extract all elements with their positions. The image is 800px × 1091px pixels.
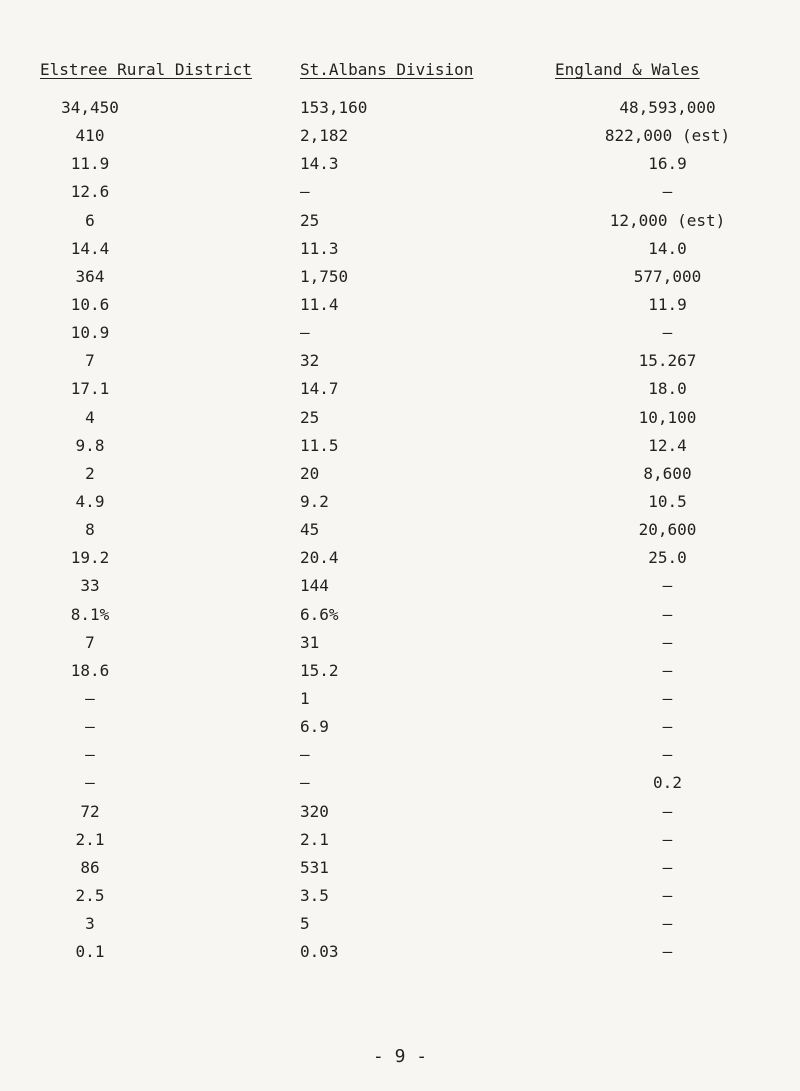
table-row — [0, 548, 800, 576]
table-row — [0, 323, 800, 351]
cell-england-wales: 15.267 — [638, 351, 697, 371]
cell-elstree: 9.8 — [75, 435, 105, 455]
cell-elstree: 3 — [85, 914, 95, 934]
cell-elstree: 18.6 — [70, 660, 110, 680]
cell-elstree: 19.2 — [70, 548, 110, 568]
cell-st-albans: 14.3 — [300, 154, 339, 174]
table-row — [0, 745, 800, 773]
cell-england-wales: 48,593,000 — [619, 98, 716, 117]
cell-st-albans: – — [300, 323, 310, 343]
cell-st-albans: 20.4 — [300, 548, 339, 568]
cell-elstree: 7 — [85, 351, 95, 371]
cell-st-albans: 1,750 — [300, 266, 349, 286]
cell-st-albans: 153,160 — [300, 98, 368, 117]
page-number: - 9 - — [372, 1046, 428, 1067]
cell-england-wales: – — [662, 942, 673, 962]
cell-england-wales: – — [662, 914, 673, 934]
cell-elstree: 10.6 — [70, 294, 110, 314]
cell-elstree: 12.6 — [70, 182, 110, 202]
cell-elstree: 33 — [80, 576, 100, 596]
table-row — [0, 295, 800, 323]
table-row — [0, 830, 800, 858]
cell-england-wales: 0.2 — [653, 773, 682, 793]
cell-st-albans: 32 — [300, 351, 320, 371]
cell-england-wales: 10,100 — [638, 407, 697, 427]
cell-elstree: 14.4 — [70, 238, 110, 258]
cell-elstree: 8.1% — [70, 604, 110, 624]
cell-st-albans: 144 — [300, 576, 329, 596]
cell-england-wales: – — [662, 576, 673, 596]
cell-elstree: 86 — [80, 857, 100, 877]
cell-england-wales: 14.0 — [648, 238, 687, 258]
cell-st-albans: 6.6% — [300, 604, 339, 624]
cell-st-albans: 9.2 — [300, 491, 329, 511]
cell-elstree: – — [85, 745, 95, 765]
cell-elstree: 2.5 — [75, 885, 105, 905]
column-header-england-wales: England & Wales — [555, 60, 700, 79]
cell-elstree: 2 — [85, 463, 95, 483]
table-row — [0, 126, 800, 154]
cell-elstree: 2.1 — [75, 829, 105, 849]
table-row — [0, 661, 800, 689]
cell-england-wales: – — [662, 857, 673, 877]
table-row — [0, 182, 800, 210]
table-row — [0, 858, 800, 886]
cell-st-albans: – — [300, 182, 310, 202]
cell-elstree: – — [85, 717, 95, 737]
table-row — [0, 436, 800, 464]
table-row — [0, 520, 800, 548]
cell-elstree: 72 — [80, 801, 100, 821]
table-row — [0, 689, 800, 717]
cell-england-wales: 12,000 (est) — [609, 210, 726, 230]
cell-elstree: 364 — [75, 266, 105, 286]
cell-england-wales: – — [662, 745, 673, 765]
cell-england-wales: – — [662, 660, 673, 680]
cell-england-wales: – — [662, 717, 673, 737]
cell-st-albans: 0.03 — [300, 942, 339, 962]
table-row — [0, 239, 800, 267]
cell-elstree: 0.1 — [75, 942, 105, 962]
cell-st-albans: 1 — [300, 688, 310, 708]
cell-elstree: – — [85, 773, 95, 793]
cell-st-albans: 320 — [300, 801, 329, 821]
cell-st-albans: 15.2 — [300, 660, 339, 680]
table-row — [0, 492, 800, 520]
cell-england-wales: – — [662, 688, 673, 708]
cell-england-wales: 577,000 — [633, 266, 702, 286]
cell-england-wales: 822,000 (est) — [604, 126, 731, 146]
cell-st-albans: 25 — [300, 210, 320, 230]
cell-st-albans: 11.5 — [300, 435, 339, 455]
cell-england-wales: – — [662, 885, 673, 905]
cell-st-albans: – — [300, 773, 310, 793]
table-row — [0, 464, 800, 492]
table-row — [0, 914, 800, 942]
table-row — [0, 605, 800, 633]
table-row — [0, 351, 800, 379]
cell-england-wales: – — [662, 323, 673, 343]
column-header-elstree: Elstree Rural District — [40, 60, 252, 79]
table-row — [0, 773, 800, 801]
cell-st-albans: 531 — [300, 857, 329, 877]
cell-st-albans: 31 — [300, 632, 320, 652]
cell-england-wales: – — [662, 604, 673, 624]
cell-england-wales: 12.4 — [648, 435, 687, 455]
cell-st-albans: 3.5 — [300, 885, 329, 905]
cell-elstree: 8 — [85, 520, 95, 540]
table-header — [0, 60, 800, 84]
cell-england-wales: 8,600 — [643, 463, 692, 483]
table-row — [0, 211, 800, 239]
cell-england-wales: 25.0 — [648, 548, 687, 568]
cell-st-albans: 6.9 — [300, 717, 329, 737]
cell-st-albans: – — [300, 745, 310, 765]
cell-elstree: 410 — [75, 126, 105, 146]
table-row — [0, 633, 800, 661]
table-row — [0, 942, 800, 970]
column-header-st-albans: St.Albans Division — [300, 60, 474, 79]
table-row — [0, 154, 800, 182]
cell-st-albans: 2.1 — [300, 829, 329, 849]
cell-st-albans: 25 — [300, 407, 320, 427]
cell-england-wales: – — [662, 632, 673, 652]
cell-st-albans: 14.7 — [300, 379, 339, 399]
table-row — [0, 267, 800, 295]
cell-st-albans: 5 — [300, 914, 310, 934]
cell-st-albans: 45 — [300, 520, 320, 540]
cell-england-wales: 10.5 — [648, 491, 687, 511]
cell-elstree: 4.9 — [75, 491, 105, 511]
cell-england-wales: 20,600 — [638, 520, 697, 540]
table-row — [0, 379, 800, 407]
cell-elstree: 7 — [85, 632, 95, 652]
cell-england-wales: 18.0 — [648, 379, 687, 399]
cell-elstree: 4 — [85, 407, 95, 427]
cell-england-wales: – — [662, 801, 673, 821]
statistics-table — [0, 98, 800, 970]
cell-st-albans: 11.3 — [300, 238, 339, 258]
cell-england-wales: 11.9 — [648, 294, 687, 314]
table-row — [0, 717, 800, 745]
cell-england-wales: – — [662, 182, 673, 202]
cell-elstree: 34,450 — [61, 98, 119, 117]
cell-england-wales: 16.9 — [648, 154, 687, 174]
table-row — [0, 408, 800, 436]
cell-st-albans: 20 — [300, 463, 320, 483]
table-row — [0, 98, 800, 126]
cell-elstree: 17.1 — [70, 379, 110, 399]
table-row — [0, 802, 800, 830]
cell-st-albans: 11.4 — [300, 294, 339, 314]
cell-st-albans: 2,182 — [300, 126, 349, 146]
cell-elstree: 11.9 — [70, 154, 110, 174]
cell-elstree: – — [85, 688, 95, 708]
table-row — [0, 576, 800, 604]
cell-elstree: 6 — [85, 210, 95, 230]
cell-england-wales: – — [662, 829, 673, 849]
cell-elstree: 10.9 — [70, 323, 110, 343]
table-row — [0, 886, 800, 914]
